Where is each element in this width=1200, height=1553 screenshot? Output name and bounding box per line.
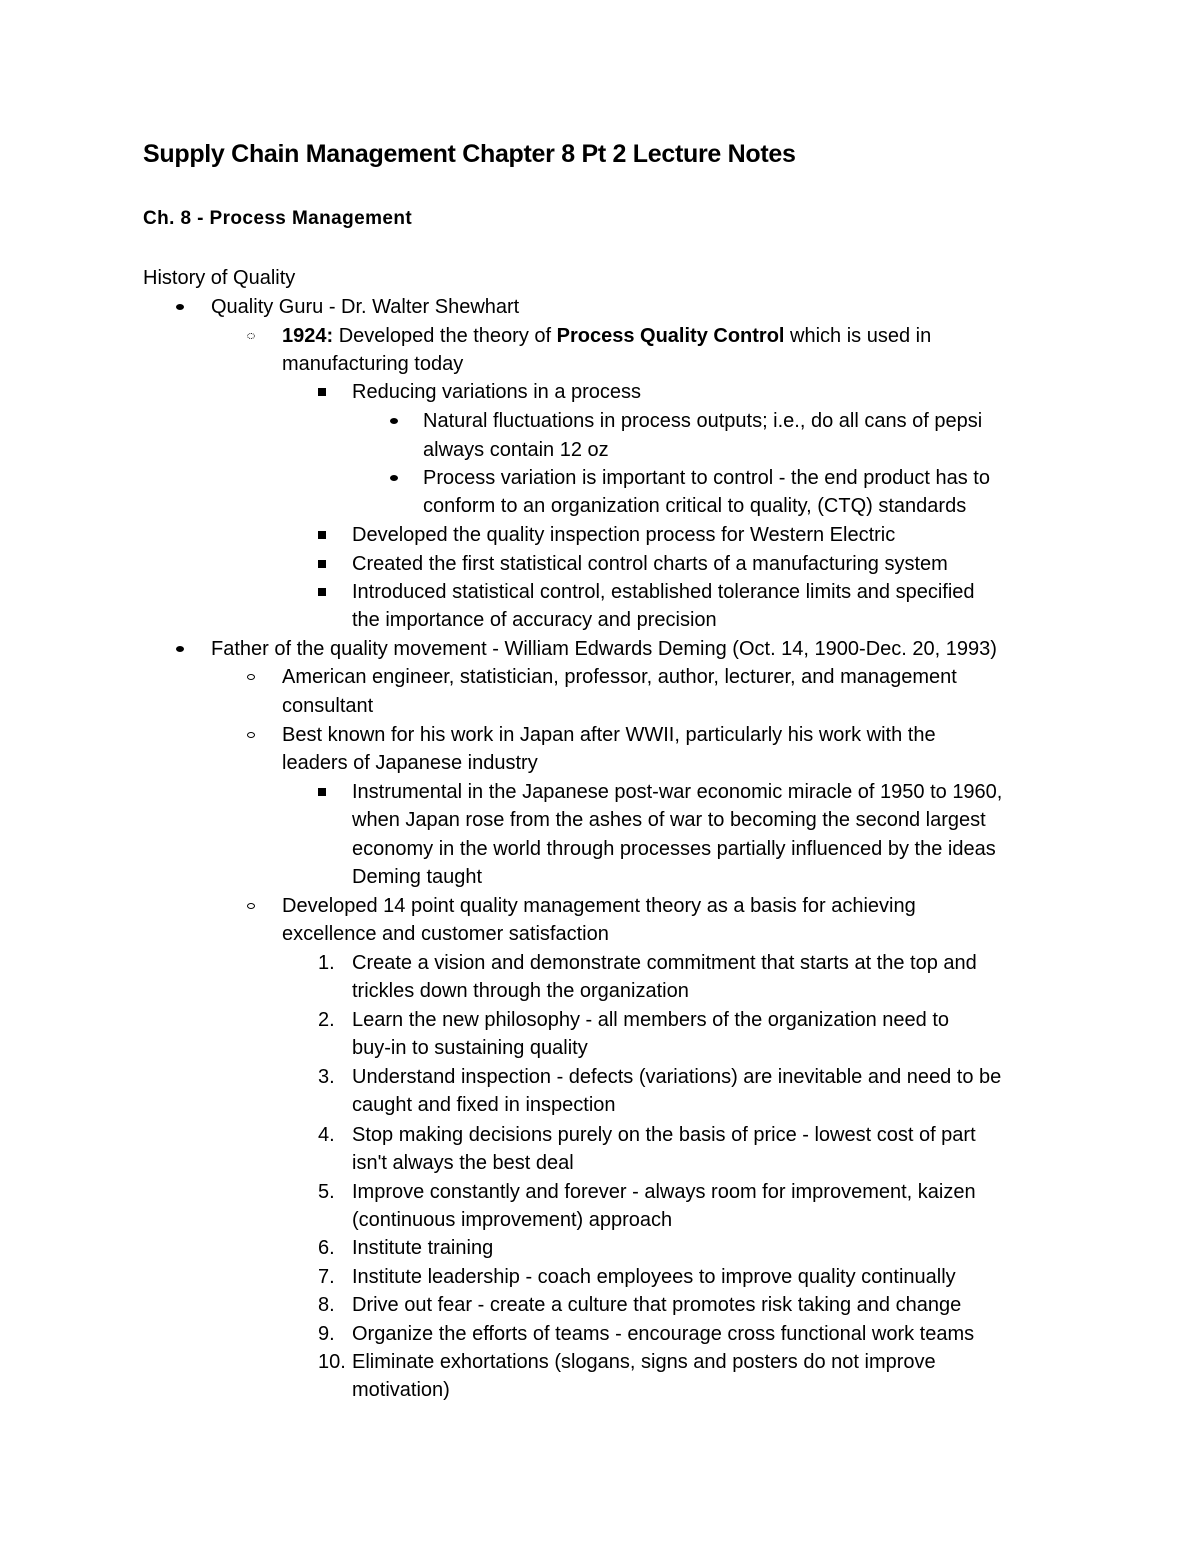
bullet-dotted-ring-icon [247,322,255,350]
list-item-natural: Natural fluctuations in process outputs; i.e., do all cans of pepsi [423,410,983,432]
list-item-japan-cont: leaders of Japanese industry [282,752,538,774]
point-number: 8. [318,1294,335,1316]
point-text: Stop making decisions purely on the basis of price - lowest cost of part [352,1124,976,1146]
document-title: Supply Chain Management Chapter 8 Pt 2 Lecture Notes [143,140,796,168]
chapter-heading: Ch. 8 - Process Management [143,208,413,229]
point-text: Understand inspection - defects (variations) are inevitable and need to be [352,1066,1002,1088]
section-heading: History of Quality [143,267,296,289]
point-text: Improve constantly and forever - always room for improvement, kaizen [352,1181,976,1203]
process-quality-control: Process Quality Control [556,325,785,347]
list-item-14-points: Developed 14 point quality management theory as a basis for achieving [282,895,916,917]
point-text: Drive out fear - create a culture that promotes risk taking and change [352,1294,962,1316]
list-item-reducing: Reducing variations in a process [352,381,642,403]
list-item-natural-cont: always contain 12 oz [423,439,609,461]
point-text-cont: isn't always the best deal [352,1152,574,1174]
point-text: Learn the new philosophy - all members of the organization need to [352,1009,950,1031]
list-item-control-cont: the importance of accuracy and precision [352,609,717,631]
year-label: 1924: [282,325,334,347]
bullet-dot-icon [390,464,398,492]
point-number: 1. [318,952,335,974]
point-text: Institute leadership - coach employees to improve quality continually [352,1266,956,1288]
point-number: 10. [318,1351,346,1373]
point-number: 3. [318,1066,335,1088]
bullet-dot-icon [390,407,398,435]
list-item-miracle-cont-2: economy in the world through processes partially influenced by the ideas [352,838,996,860]
list-item-miracle-cont-3: Deming taught [352,866,483,888]
point-number: 5. [318,1181,335,1203]
bullet-ring-icon [247,892,255,920]
point-text: Create a vision and demonstrate commitment that starts at the top and [352,952,977,974]
list-item-variation-cont: conform to an organization critical to quality, (CTQ) standards [423,495,967,517]
point-text-cont: buy-in to sustaining quality [352,1037,588,1059]
year-text-b: which is used in [784,325,932,347]
point-text-cont: trickles down through the organization [352,980,689,1002]
list-item-shewhart: Quality Guru - Dr. Walter Shewhart [211,296,520,318]
point-number: 4. [318,1124,335,1146]
point-number: 6. [318,1237,335,1259]
bullet-ring-icon [247,663,255,691]
list-item-inspection: Developed the quality inspection process for Western Electric [352,524,896,546]
point-text: Institute training [352,1237,494,1259]
bullet-square-icon [318,378,326,406]
list-item-miracle: Instrumental in the Japanese post-war economic miracle of 1950 to 1960, [352,781,1003,803]
point-number: 9. [318,1323,335,1345]
bullet-square-icon [318,778,326,806]
point-number: 7. [318,1266,335,1288]
list-item-miracle-cont-1: when Japan rose from the ashes of war to becoming the second largest [352,809,986,831]
bullet-square-icon [318,521,326,549]
point-number: 2. [318,1009,335,1031]
bullet-dot-icon [176,635,184,663]
list-item-roles: American engineer, statistician, professor, author, lecturer, and management [282,666,957,688]
list-item-1924 [282,322,931,350]
list-item-japan: Best known for his work in Japan after WWII, particularly his work with the [282,724,936,746]
list-item-deming: Father of the quality movement - William Edwards Deming (Oct. 14, 1900-Dec. 20, 1993) [211,638,997,660]
point-text-cont: (continuous improvement) approach [352,1209,673,1231]
point-text-cont: motivation) [352,1379,450,1401]
list-item-charts: Created the first statistical control charts of a manufacturing system [352,553,948,575]
year-text-a: Developed the theory of [333,325,557,347]
point-text: Organize the efforts of teams - encourage cross functional work teams [352,1323,975,1345]
bullet-ring-icon [247,721,255,749]
bullet-dot-icon [176,293,184,321]
bullet-square-icon [318,578,326,606]
point-text: Eliminate exhortations (slogans, signs and posters do not improve [352,1351,936,1373]
list-item-roles-cont: consultant [282,695,374,717]
bullet-square-icon [318,550,326,578]
list-item-1924-cont: manufacturing today [282,353,464,375]
list-item-control: Introduced statistical control, established tolerance limits and specified [352,581,975,603]
list-item-variation: Process variation is important to control - the end product has to [423,467,990,489]
point-text-cont: caught and fixed in inspection [352,1094,616,1116]
list-item-14-points-cont: excellence and customer satisfaction [282,923,609,945]
